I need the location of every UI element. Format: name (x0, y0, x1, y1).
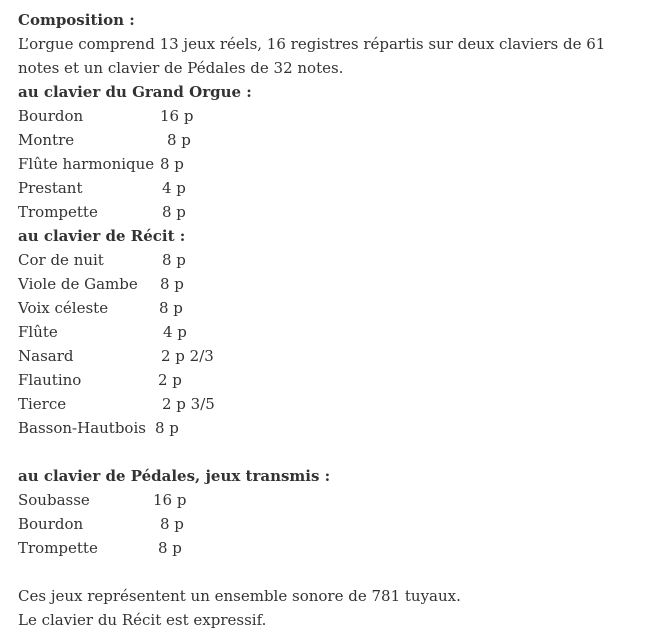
stop-name: Soubasse (18, 491, 90, 509)
spacer (18, 560, 648, 584)
stop-name: Voix céleste (18, 299, 109, 317)
stop-row (18, 152, 648, 176)
section-title-recit: au clavier de Récit : (18, 227, 186, 245)
stop-name: Trompette (18, 539, 98, 557)
stop-size: 8 p (159, 299, 183, 317)
stop-size: 8 p (158, 539, 182, 557)
stop-row (18, 320, 648, 344)
stop-size: 8 p (155, 419, 179, 437)
stop-size: 8 p (160, 515, 184, 533)
stop-row (18, 416, 648, 440)
stop-name: Flûte (18, 323, 58, 341)
stop-row (18, 368, 648, 392)
stop-name: Trompette (18, 203, 98, 221)
stop-size: 8 p (160, 275, 184, 293)
stop-name: Bourdon (18, 515, 84, 533)
stop-size: 2 p 3/5 (162, 395, 215, 413)
stop-size: 2 p 2/3 (161, 347, 214, 365)
footer-line-pipes: Ces jeux représentent un ensemble sonore de 781 tuyaux. (18, 587, 461, 605)
stop-row (18, 128, 648, 152)
stop-name: Nasard (18, 347, 74, 365)
spacer (18, 440, 648, 464)
stop-size: 8 p (162, 251, 186, 269)
stop-row (18, 344, 648, 368)
stop-name: Tierce (18, 395, 67, 413)
stop-row (18, 512, 648, 536)
stop-size: 16 p (153, 491, 187, 509)
stop-size: 8 p (167, 131, 191, 149)
stop-size: 4 p (162, 179, 186, 197)
stop-row (18, 272, 648, 296)
organ-composition-document (18, 8, 648, 632)
stop-size: 16 p (160, 107, 194, 125)
stop-name: Cor de nuit (18, 251, 104, 269)
stop-row (18, 536, 648, 560)
stop-row (18, 488, 648, 512)
stop-size: 4 p (163, 323, 187, 341)
stop-size: 8 p (162, 203, 186, 221)
section-title-grand-orgue: au clavier du Grand Orgue : (18, 83, 252, 101)
stop-name: Basson-Hautbois (18, 419, 146, 437)
stop-name: Flûte harmonique (18, 155, 155, 173)
stop-name: Viole de Gambe (18, 275, 138, 293)
stop-row (18, 176, 648, 200)
stop-row (18, 104, 648, 128)
composition-heading: Composition : (18, 11, 135, 29)
stop-name: Prestant (18, 179, 83, 197)
stop-row (18, 296, 648, 320)
intro-paragraph: L’orgue comprend 13 jeux réels, 16 registres répartis sur deux claviers de 61 notes et un clavier de Pédales de 32 notes. (18, 35, 606, 77)
stop-row (18, 200, 648, 224)
stop-size: 8 p (160, 155, 184, 173)
stop-name: Montre (18, 131, 75, 149)
footer-line-expressive: Le clavier du Récit est expressif. (18, 611, 267, 629)
stop-size: 2 p (158, 371, 182, 389)
stop-row (18, 392, 648, 416)
stop-name: Bourdon (18, 107, 84, 125)
stop-name: Flautino (18, 371, 82, 389)
section-title-pedales: au clavier de Pédales, jeux transmis : (18, 467, 331, 485)
stop-row (18, 248, 648, 272)
